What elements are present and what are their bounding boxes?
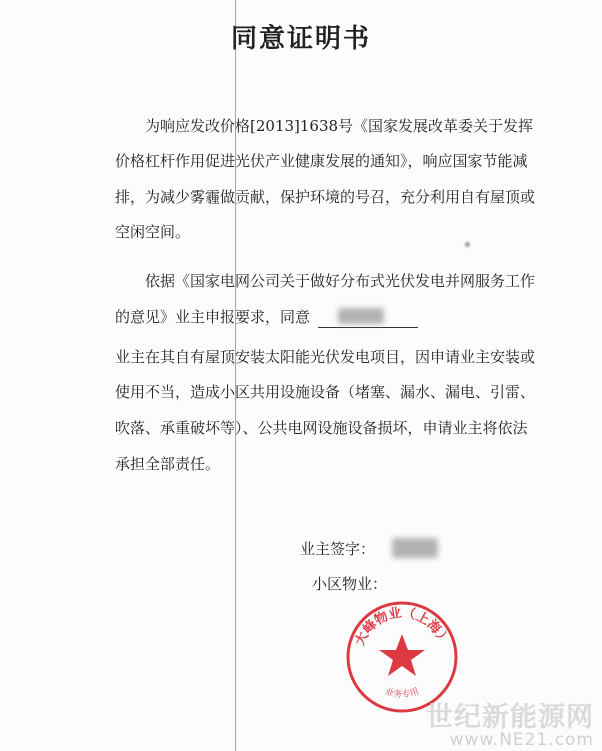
paragraph2-line-3: 业主在其自有屋顶安装太阳能光伏发电项目，因申请业主安装或	[115, 348, 536, 366]
paragraph2-line-1: 依据《国家电网公司关于做好分布式光伏发电并网服务工作	[145, 272, 536, 290]
paper-speck	[465, 242, 470, 247]
owner-signature-label: 业主签字：	[300, 540, 376, 558]
paragraph1-line-3: 排，为减少雾霾做贡献，保护环境的号召，充分利用自有屋顶或	[115, 188, 536, 206]
paragraph1-line-4: 空闲空间。	[115, 223, 191, 241]
seal-text: 大峰物业（上海）	[352, 605, 452, 649]
paragraph2-line-5: 吹落、承重破坏等）、公共电网设施设备损坏，申请业主将依法	[115, 419, 528, 437]
document-title: 同意证明书	[230, 24, 371, 54]
margin-line	[235, 0, 236, 751]
seal-bottom-text: 业务专用	[383, 686, 421, 701]
star-icon	[379, 634, 425, 676]
property-label: 小区物业：	[312, 575, 388, 593]
name-blank-underline	[318, 327, 418, 328]
watermark-url: www.NE21.com	[449, 730, 594, 750]
paragraph2-line-6: 承担全部责任。	[115, 455, 221, 473]
paragraph1-line-2: 价格杠杆作用促进光伏产业健康发展的通知》，响应国家节能减	[115, 152, 528, 170]
paragraph2-line-2: 的意见》业主申报要求，同意	[115, 308, 311, 326]
paragraph1-line-1: 为响应发改价格[2013]1638号《国家发展改革委关于发挥	[145, 117, 534, 135]
redacted-owner-name	[338, 308, 384, 324]
watermark-name: 世纪新能源网	[426, 702, 594, 733]
redacted-owner-signature	[392, 538, 438, 558]
watermark	[426, 695, 594, 750]
paragraph2-line-4: 使用不当，造成小区共用设施设备（堵塞、漏水、漏电、引雷、	[115, 383, 536, 401]
